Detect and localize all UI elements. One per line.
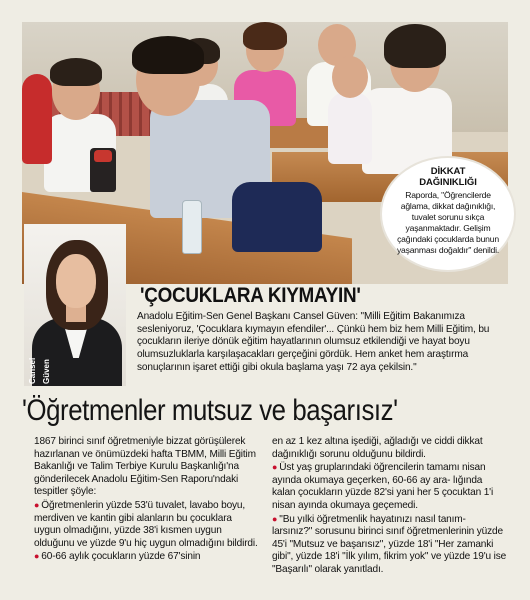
photo-water-bottle bbox=[182, 200, 202, 254]
photo-child-hair bbox=[50, 58, 102, 86]
photo-child-shirt bbox=[22, 74, 52, 164]
bullet-dot-icon: ● bbox=[34, 499, 40, 510]
article-bullet bbox=[272, 513, 508, 577]
photo-child-hair bbox=[384, 24, 446, 68]
portrait-caption: Cansel Güven bbox=[28, 357, 51, 384]
article-column-left bbox=[34, 436, 260, 564]
bullet-text: Öğretmenlerin yüzde 53'ü tuvalet, lavabo boyu, merdiven ve kantin gibi alanların bu çocuklara uygun olmadığını, yüzde 38'i kısmen uygun olduğunu ve yüzde 9'u hiç uygun olmadığını bildirdi. bbox=[34, 499, 258, 549]
photo-child-hair bbox=[132, 36, 204, 74]
article-intro: 1867 birinci sınıf öğretmeniyle bizzat görüşülerek hazırlanan ve önümüzdeki hafta TBMM, Milli Eğitim Bakanlığı ve Talim Terbiye Kurulu Başkanlığı'na gönderilecek Anadolu Eğitim-Sen Raporu'ndaki tespitler şöyle: bbox=[34, 436, 256, 498]
article-continuation: en az 1 kez altına işediği, ağladığı ve ciddi dikkat dağınıklığı sorunu olduğunu bildirdi. bbox=[272, 436, 483, 460]
bullet-dot-icon: ● bbox=[272, 462, 278, 473]
main-headline: 'Öğretmenler mutsuz ve başarısız' bbox=[22, 394, 398, 427]
bullet-dot-icon: ● bbox=[34, 551, 40, 562]
callout-title-line1: DİKKAT bbox=[430, 166, 466, 177]
photo-thermos-cap bbox=[94, 150, 112, 162]
article-bullet bbox=[272, 461, 508, 512]
article-bullet bbox=[34, 550, 260, 564]
portrait-face bbox=[56, 254, 96, 308]
photo-child-trousers bbox=[232, 182, 322, 252]
quote-body: Anadolu Eğitim-Sen Genel Başkanı Cansel Güven: "Milli Eğitim Bakanımıza sesleniyoruz, 'Çocuklara kıymayın efendiler'... Çünkü hem biz hem Milli Eğitim, bu çocukların ileriye dönük eğitim hayatlarının olumsuz etkilendiği ve hayat boyu olumsuzluklarla karşılaşacakları gerçeğini gördük. Hem anket hem araştırma sonuçlarının işaret ettiği gibi okula başlama yaşı 72 aya çekilsin." bbox=[137, 311, 490, 373]
photo-child-head bbox=[332, 56, 368, 98]
article-bullet bbox=[34, 499, 260, 550]
article-column-right bbox=[272, 436, 508, 577]
photo-child-shirt bbox=[328, 92, 372, 164]
bullet-text: "Bu yılki öğretmenlik hayatınızı nasıl tanım- larsınız?" sorusunu birinci sınıf öğretmenlerinin yüzde 45'i "Mutsuz ve başarısız", yüzde 18'i "Her zamanki gibi", yüzde 18'i "İlk yılım, fikrim yok" ve yüzde 19'u ise "Başarılı" olarak yanıtladı. bbox=[272, 513, 507, 575]
callout-title-line2: DAĞINIKLIĞI bbox=[419, 177, 477, 188]
bullet-text: Üst yaş gruplarındaki öğrencilerin tamamı nisan ayında okumaya geçerken, 60-66 ay ara- lığında kalan çocukların yüzde 82'si yani her 5 çocuktan 1'i nisan ayında okumaya geçemedi. bbox=[272, 462, 494, 511]
bullet-text: 60-66 aylık çocukların yüzde 67'sinin bbox=[41, 551, 201, 563]
photo-child-hair bbox=[243, 22, 287, 50]
quote-heading: 'ÇOCUKLARA KIYMAYIN' bbox=[140, 284, 361, 307]
callout-title bbox=[408, 166, 488, 188]
callout-bubble bbox=[382, 158, 514, 270]
portrait-photo bbox=[24, 224, 126, 386]
callout-text: Raporda, "Öğrencilerde ağlama, dikkat dağınıklığı, tuvalet sorunu sıkça yaşanmaktadır. Gelişim çağındaki çocuklarda bunun yaşanması doğaldır" denildi. bbox=[396, 190, 500, 255]
bullet-dot-icon: ● bbox=[272, 513, 278, 524]
